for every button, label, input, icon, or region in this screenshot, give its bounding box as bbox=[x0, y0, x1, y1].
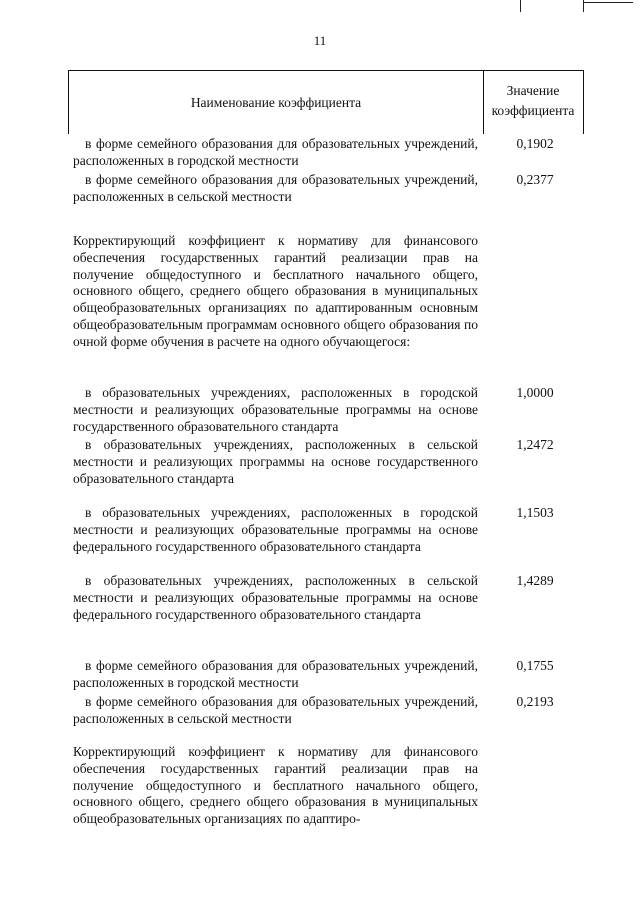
row-value: 0,2193 bbox=[516, 694, 554, 709]
row-text: в образовательных учреждениях, расположенных в городской местности и реализующих образовательные программы на основе федерального государственного образовательного стандарта bbox=[73, 505, 478, 554]
table-row bbox=[73, 136, 478, 170]
header-value-line1: Значение bbox=[506, 83, 560, 98]
header-name-column: Наименование коэффициента bbox=[190, 95, 362, 110]
row-text: в форме семейного образования для образовательных учреждений, расположенных в городской местности bbox=[73, 658, 478, 690]
table-row bbox=[73, 658, 478, 692]
table-row bbox=[73, 385, 478, 435]
page-number: 11 bbox=[313, 33, 327, 48]
row-text: Корректирующий коэффициент к нормативу для финансового обеспечения государственных гарантий реализации прав на получение общедоступного и бесплатного начального общего, основного общего, среднего общего образования в муниципальных общеобразовательных организациях по адаптиро- bbox=[73, 744, 478, 827]
row-text: в образовательных учреждениях, расположенных в городской местности и реализующих образовательные программы на основе государственного образовательного стандарта bbox=[73, 385, 478, 434]
section-heading bbox=[73, 233, 478, 351]
row-value: 1,2472 bbox=[516, 437, 554, 452]
header-value-column bbox=[483, 81, 583, 121]
row-text: в форме семейного образования для образовательных учреждений, расположенных в сельской местности bbox=[73, 694, 478, 726]
binding-mark bbox=[520, 0, 521, 12]
header-value-line2: коэффициента bbox=[491, 103, 575, 118]
row-value: 0,1755 bbox=[516, 658, 554, 673]
row-value: 0,2377 bbox=[516, 172, 554, 187]
section-heading bbox=[73, 744, 478, 828]
row-text: в образовательных учреждениях, расположенных в сельской местности и реализующих образовательные программы на основе федерального государственного образовательного стандарта bbox=[73, 573, 478, 622]
row-value: 1,4289 bbox=[516, 573, 554, 588]
table-row bbox=[73, 694, 478, 728]
row-text: в образовательных учреждениях, расположенных в сельской местности и реализующих программы на основе государственного образовательного стандарта bbox=[73, 437, 478, 486]
row-value: 1,1503 bbox=[516, 505, 554, 520]
row-text: в форме семейного образования для образовательных учреждений, расположенных в сельской местности bbox=[73, 172, 478, 204]
table-row bbox=[73, 505, 478, 555]
row-text: Корректирующий коэффициент к нормативу для финансового обеспечения государственных гарантий реализации прав на получение общедоступного и бесплатного начального общего, основного общего, среднего общего образования в муниципальных общеобразовательных организациях по адаптированным основным общеобразовательным программам основного общего образования по очной форме обучения в расчете на одного обучающегося: bbox=[73, 233, 478, 349]
row-value: 0,1902 bbox=[516, 136, 554, 151]
binding-mark bbox=[583, 2, 633, 3]
row-text: в форме семейного образования для образовательных учреждений, расположенных в городской местности bbox=[73, 136, 478, 168]
table-header bbox=[68, 70, 584, 134]
table-row bbox=[73, 437, 478, 487]
row-value: 1,0000 bbox=[516, 385, 554, 400]
table-row bbox=[73, 573, 478, 623]
table-row bbox=[73, 172, 478, 206]
